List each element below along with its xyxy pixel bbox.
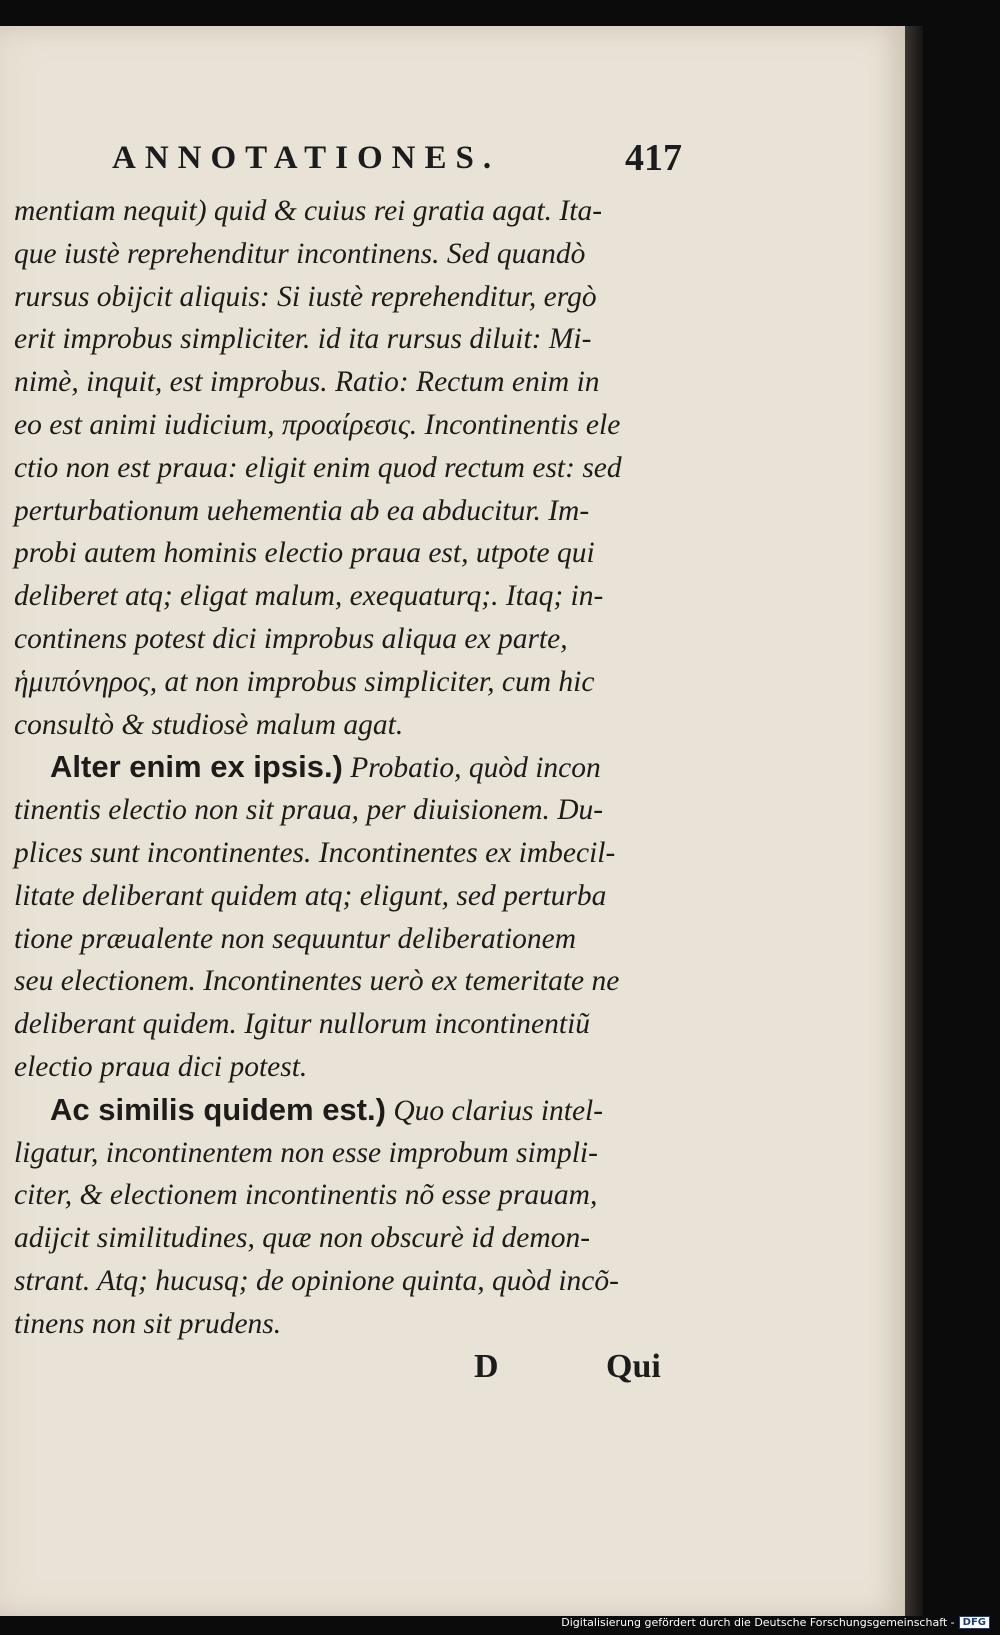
- text-line: [14, 875, 684, 918]
- credit-text: Digitalisierung gefördert durch die Deutsche Forschungsgemeinschaft -: [561, 1616, 955, 1629]
- line-text: tinentis electio non sit praua, per diuisionem. Du-: [14, 794, 604, 827]
- page-number: 417: [625, 137, 682, 179]
- line-text: consultò & studiosè malum agat.: [14, 708, 404, 741]
- line-text: mentiam nequit) quid & cuius rei gratia agat. Ita-: [14, 195, 603, 227]
- text-line: [14, 1217, 684, 1260]
- text-line: [14, 1003, 684, 1046]
- line-text: litate deliberant quidem atq; eligunt, sed perturba: [14, 879, 607, 912]
- text-line: [14, 190, 684, 233]
- line-text: citer, & electionem incontinentis nõ esse prauam,: [14, 1179, 598, 1212]
- text-line: [14, 1132, 684, 1175]
- line-text: electio praua dici potest.: [14, 1050, 308, 1083]
- line-text: erit improbus simpliciter. id ita rursus diluit: Mi-: [14, 323, 592, 356]
- line-text: strant. Atq; hucusq; de opinione quinta, quòd incõ-: [14, 1264, 619, 1297]
- line-text: deliberet atq; eligat malum, exequaturq;. Itaq; in-: [14, 580, 604, 613]
- page-fold-shadow: [905, 26, 923, 1616]
- text-line: [14, 361, 684, 404]
- text-line: [14, 276, 684, 319]
- text-line: [14, 1089, 684, 1132]
- lemma-heading: Ac similis quidem est.): [50, 1091, 386, 1127]
- text-line: [14, 789, 684, 832]
- text-line: [14, 918, 684, 961]
- line-text: seu electionem. Incontinentes uerò ex temeritate ne: [14, 965, 620, 998]
- text-line: [14, 1260, 684, 1303]
- line-text: nimè, inquit, est improbus. Ratio: Rectum enim in: [14, 366, 600, 399]
- text-line: [14, 404, 684, 447]
- dfg-logo: DFG: [959, 1616, 990, 1629]
- text-line: [14, 960, 684, 1003]
- lemma-heading: Alter enim ex ipsis.): [50, 749, 343, 785]
- line-text: tione præualente non sequuntur deliberationem: [14, 922, 577, 955]
- text-line: [14, 318, 684, 361]
- line-text: ctio non est praua: eligit enim quod rectum est: sed: [14, 451, 622, 484]
- text-line: [14, 704, 684, 747]
- text-line: [14, 618, 684, 661]
- line-text: probi autem hominis electio praua est, utpote qui: [14, 537, 595, 570]
- line-text: rursus obijcit aliquis: Si iustè reprehenditur, ergò: [14, 280, 597, 313]
- line-text: continens potest dici improbus aliqua ex parte,: [14, 622, 568, 655]
- line-text: deliberant quidem. Igitur nullorum incontinentiũ: [14, 1008, 591, 1041]
- line-text: adijcit similitudines, quæ non obscurè id demon-: [14, 1222, 591, 1255]
- text-line: [14, 490, 684, 533]
- text-line: [14, 1046, 684, 1089]
- line-text: eo est animi iudicium, προαίρεσις. Incontinentis ele: [14, 408, 621, 441]
- running-title: ANNOTATIONES.: [112, 140, 501, 176]
- digitization-credit: [561, 1616, 990, 1629]
- text-line: [14, 746, 684, 789]
- line-text: Probatio, quòd incon: [342, 752, 601, 785]
- body-text: [14, 190, 684, 1346]
- signature-mark: D: [474, 1348, 499, 1385]
- text-line: [14, 1303, 684, 1346]
- text-line: [14, 532, 684, 575]
- text-line: [14, 832, 684, 875]
- text-line: [14, 575, 684, 618]
- running-header: [112, 137, 682, 186]
- line-text: ἡμιπόνηρος, at non improbus simpliciter, cum hic: [14, 665, 595, 698]
- line-text: ligatur, incontinentem non esse improbum simpli-: [14, 1136, 598, 1169]
- line-text: que iustè reprehenditur incontinens. Sed quandò: [14, 237, 586, 270]
- line-text: tinens non sit prudens.: [14, 1307, 282, 1340]
- line-text: perturbationum uehementia ab ea abducitur. Im-: [14, 494, 590, 527]
- line-text: plices sunt incontinentes. Incontinentes ex imbecil-: [14, 836, 616, 869]
- text-line: [14, 1174, 684, 1217]
- text-line: [14, 233, 684, 276]
- line-text: Quo clarius intel-: [385, 1094, 604, 1127]
- text-line: [14, 447, 684, 490]
- text-line: [14, 661, 684, 704]
- catchword: Qui: [606, 1348, 661, 1385]
